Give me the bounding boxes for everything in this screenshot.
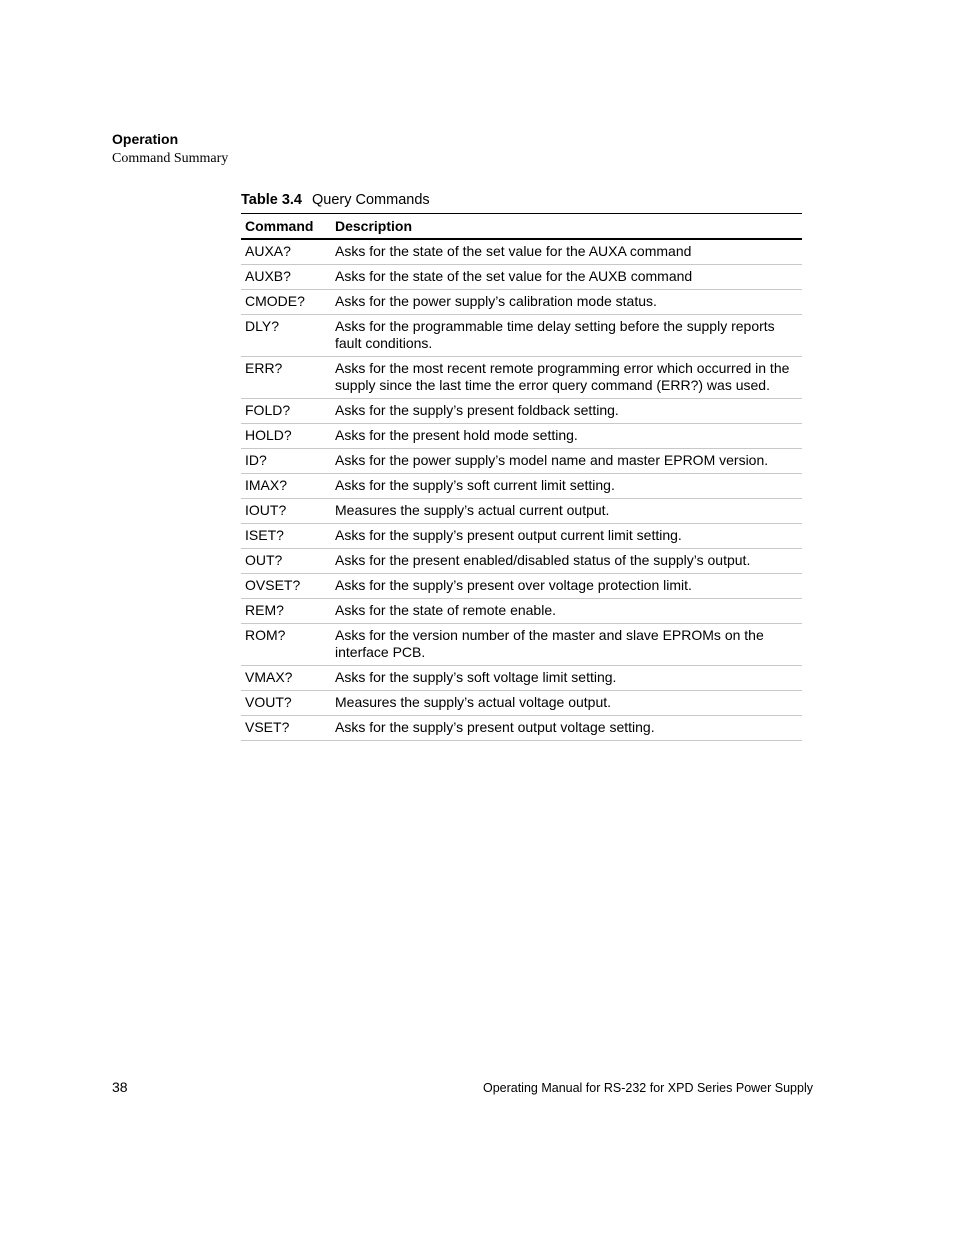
command-cell: ERR?: [241, 357, 331, 399]
table-row: [241, 499, 802, 524]
command-cell: VSET?: [241, 716, 331, 741]
table-row: [241, 474, 802, 499]
command-cell: IMAX?: [241, 474, 331, 499]
description-cell: Asks for the power supply’s calibration mode status.: [331, 290, 802, 315]
table-row: [241, 239, 802, 265]
description-cell: Asks for the most recent remote programming error which occurred in the supply since the last time the error query command (ERR?) was used.: [331, 357, 802, 399]
description-cell: Asks for the supply’s present output voltage setting.: [331, 716, 802, 741]
command-cell: DLY?: [241, 315, 331, 357]
page-number: 38: [112, 1079, 128, 1095]
command-cell: OUT?: [241, 549, 331, 574]
column-header-command: Command: [241, 214, 331, 240]
subsection-heading: Command Summary: [112, 151, 229, 166]
command-cell: OVSET?: [241, 574, 331, 599]
command-cell: FOLD?: [241, 399, 331, 424]
table-row: [241, 666, 802, 691]
command-cell: AUXB?: [241, 265, 331, 290]
table-row: [241, 624, 802, 666]
description-cell: Asks for the supply’s soft voltage limit setting.: [331, 666, 802, 691]
table-row: [241, 524, 802, 549]
description-cell: Measures the supply’s actual current output.: [331, 499, 802, 524]
command-cell: REM?: [241, 599, 331, 624]
command-cell: ISET?: [241, 524, 331, 549]
table-caption-number: Table 3.4: [241, 192, 302, 208]
command-cell: VOUT?: [241, 691, 331, 716]
command-cell: CMODE?: [241, 290, 331, 315]
table-row: [241, 357, 802, 399]
command-cell: HOLD?: [241, 424, 331, 449]
description-cell: Asks for the supply’s present output current limit setting.: [331, 524, 802, 549]
table-row: [241, 399, 802, 424]
table-header-row: [241, 214, 802, 240]
description-cell: Asks for the present hold mode setting.: [331, 424, 802, 449]
description-cell: Asks for the state of remote enable.: [331, 599, 802, 624]
description-cell: Asks for the supply’s present over voltage protection limit.: [331, 574, 802, 599]
command-cell: AUXA?: [241, 239, 331, 265]
table-row: [241, 716, 802, 741]
description-cell: Asks for the power supply’s model name and master EPROM version.: [331, 449, 802, 474]
footer-document-title: Operating Manual for RS-232 for XPD Series Power Supply: [482, 1081, 813, 1095]
table-row: [241, 265, 802, 290]
description-cell: Asks for the supply’s present foldback setting.: [331, 399, 802, 424]
table-row: [241, 549, 802, 574]
query-commands-table: [241, 213, 802, 741]
command-cell: IOUT?: [241, 499, 331, 524]
description-cell: Asks for the programmable time delay setting before the supply reports fault conditions.: [331, 315, 802, 357]
table-row: [241, 599, 802, 624]
command-cell: ID?: [241, 449, 331, 474]
description-cell: Asks for the supply’s soft current limit setting.: [331, 474, 802, 499]
section-heading: Operation: [112, 131, 179, 147]
table-caption: [241, 192, 430, 209]
description-cell: Asks for the present enabled/disabled status of the supply’s output.: [331, 549, 802, 574]
table-row: [241, 290, 802, 315]
description-cell: Asks for the version number of the master and slave EPROMs on the interface PCB.: [331, 624, 802, 666]
column-header-description: Description: [331, 214, 802, 240]
table-row: [241, 691, 802, 716]
table-row: [241, 449, 802, 474]
command-cell: ROM?: [241, 624, 331, 666]
description-cell: Asks for the state of the set value for the AUXB command: [331, 265, 802, 290]
table-row: [241, 315, 802, 357]
table-row: [241, 574, 802, 599]
table-row: [241, 424, 802, 449]
command-cell: VMAX?: [241, 666, 331, 691]
description-cell: Measures the supply’s actual voltage output.: [331, 691, 802, 716]
description-cell: Asks for the state of the set value for the AUXA command: [331, 239, 802, 265]
table-body: [241, 239, 802, 741]
table-caption-title: Query Commands: [311, 192, 430, 208]
